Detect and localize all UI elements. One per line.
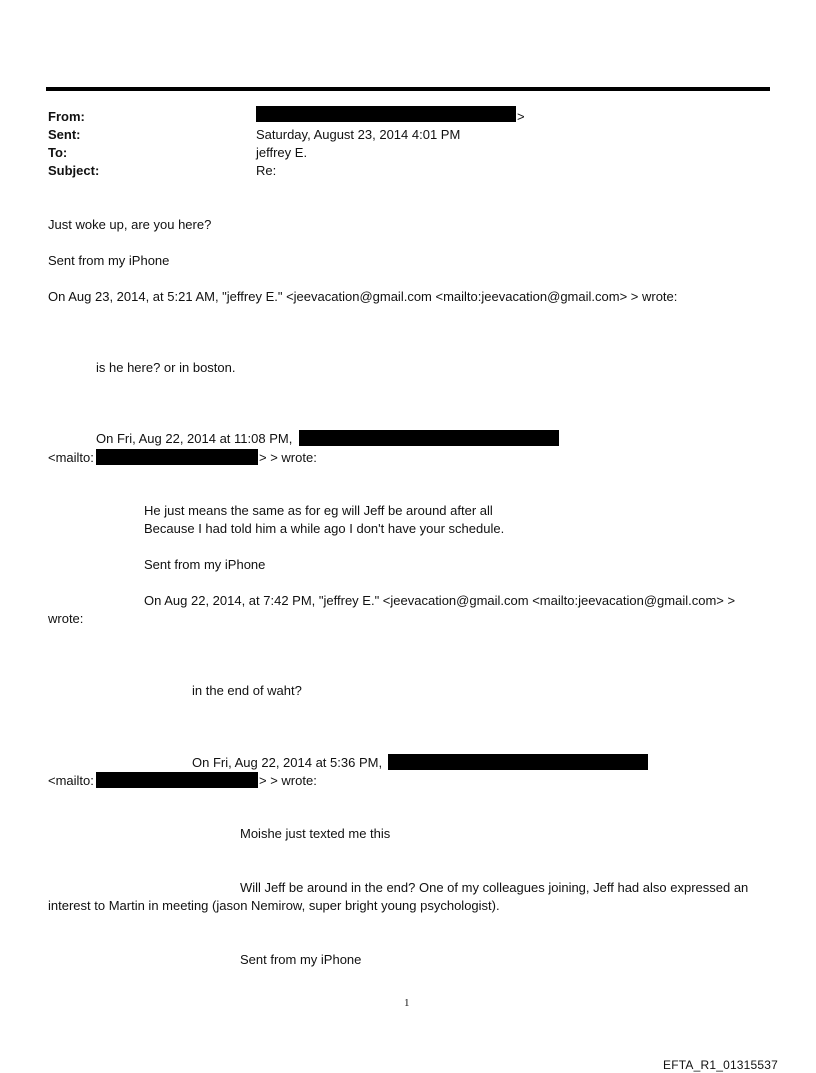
quote-4-line-2: Will Jeff be around in the end? One of my colleagues joining, Jeff had also expressed an xyxy=(240,880,749,895)
quote-1-wrote: > > wrote: xyxy=(259,450,317,465)
quote-2-line-1: He just means the same as for eg will Jeff be around after all xyxy=(144,503,493,518)
quote-3-header: On Fri, Aug 22, 2014 at 5:36 PM, xyxy=(192,755,383,770)
quote-1-line-1: is he here? or in boston. xyxy=(96,360,236,375)
quote-4-line-3: interest to Martin in meeting (jason Nemirow, super bright young psychologist). xyxy=(48,898,500,913)
page-number: 1 xyxy=(404,997,410,1009)
redaction-q3-mailto xyxy=(96,772,258,788)
quote-3-line-1: in the end of waht? xyxy=(192,683,302,698)
from-label: From: xyxy=(48,109,85,124)
redaction-q3-name xyxy=(388,754,648,770)
from-tail: > xyxy=(517,109,525,124)
header-rule xyxy=(46,87,770,91)
quote-2-line-4: On Aug 22, 2014, at 7:42 PM, "jeffrey E." <jeevacation@gmail.com <mailto:jeevacation@gmail.com> > xyxy=(144,593,736,608)
quote-4-line-4: Sent from my iPhone xyxy=(240,952,362,967)
to-value: jeffrey E. xyxy=(256,145,308,160)
body-line-3: On Aug 23, 2014, at 5:21 AM, "jeffrey E." <jeevacation@gmail.com <mailto:jeevacation@gmail.com> > wrote: xyxy=(48,289,678,304)
redaction-q1-mailto xyxy=(96,449,258,465)
quote-2-line-5: wrote: xyxy=(48,611,84,626)
quote-2-line-2: Because I had told him a while ago I don't have your schedule. xyxy=(144,521,505,536)
subject-value: Re: xyxy=(256,163,277,178)
quote-3-mailto: <mailto: xyxy=(48,773,94,788)
body-line-1: Just woke up, are you here? xyxy=(48,217,212,232)
subject-label: Subject: xyxy=(48,163,100,178)
footer-document-id: EFTA_R1_01315537 xyxy=(663,1058,779,1072)
sent-value: Saturday, August 23, 2014 4:01 PM xyxy=(256,127,461,142)
sent-label: Sent: xyxy=(48,127,81,142)
redaction-from xyxy=(256,106,516,122)
quote-4-line-1: Moishe just texted me this xyxy=(240,826,391,841)
quote-1-header: On Fri, Aug 22, 2014 at 11:08 PM, xyxy=(96,431,293,446)
quote-2-line-3: Sent from my iPhone xyxy=(144,557,266,572)
quote-3-wrote: > > wrote: xyxy=(259,773,317,788)
to-label: To: xyxy=(48,145,68,160)
quote-1-mailto: <mailto: xyxy=(48,450,94,465)
redaction-q1-name xyxy=(299,430,559,446)
body-line-2: Sent from my iPhone xyxy=(48,253,170,268)
